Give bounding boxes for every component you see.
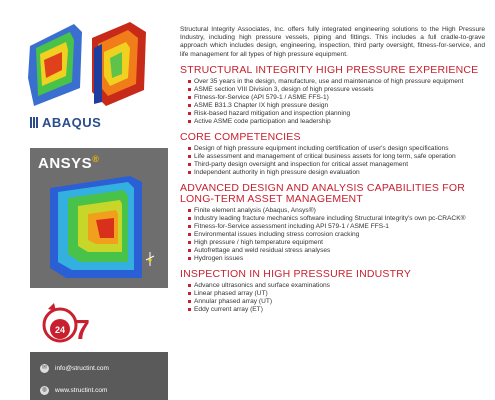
section-experience (180, 65, 485, 126)
bullet-list (180, 145, 485, 177)
abaqus-logo (30, 115, 101, 130)
email-text[interactable]: info@structint.com (55, 365, 109, 372)
intro-paragraph: Structural Integrity Associates, Inc. offers fully integrated engineering solutions to the High Pressure Industry, including high pressure vessels, piping and fittings. This includes a full cradle-to-grave approach which includes design, engineering, inspection, third party oversight, fitness-for-service, and life management for all types of high pressure equipment. (180, 26, 485, 58)
section-core-competencies (180, 132, 485, 177)
list-item: Independent authority in high pressure design evaluation (188, 169, 485, 177)
section-title: ADVANCED DESIGN AND ANALYSIS CAPABILITIES FOR LONG-TERM ASSET MANAGEMENT (180, 181, 465, 205)
bullet-list (180, 282, 485, 314)
section-advanced-design (180, 183, 485, 263)
bullet-list (180, 78, 485, 126)
right-column (180, 0, 485, 400)
list-item: Finite element analysis (Abaqus, Ansys®) (188, 207, 485, 215)
list-item: Environmental issues including stress corrosion cracking (188, 231, 485, 239)
list-item: High pressure / high temperature equipment (188, 239, 485, 247)
badge-seven: 7 (74, 314, 90, 345)
section-inspection (180, 269, 485, 314)
abaqus-mark-icon (30, 117, 39, 128)
globe-icon: ◍ (41, 387, 48, 393)
left-column (0, 0, 170, 400)
list-item: Linear phased array (UT) (188, 290, 485, 298)
contact-panel (30, 352, 168, 400)
envelope-icon: ✉ (41, 365, 48, 371)
list-item: Advance ultrasonics and surface examinations (188, 282, 485, 290)
badge-number: 24 (54, 325, 66, 335)
fea-vessel-image (22, 18, 152, 108)
list-item: Fitness-for-Service assessment including API 579-1 / ASME FFS-1 (188, 223, 485, 231)
ansys-fea-image (30, 148, 168, 288)
list-item: ASME section VIII Division 3, design of high pressure vessels (188, 86, 485, 94)
list-item: ASME B31.3 Chapter IX high pressure design (188, 102, 485, 110)
abaqus-logo-text: ABAQUS (42, 115, 102, 130)
list-item: Active ASME code participation and leadership (188, 118, 485, 126)
list-item: Industry leading fracture mechanics software including Structural Integrity's own pc-CRACK® (188, 215, 485, 223)
ansys-logo-mark: ® (92, 154, 100, 164)
list-item: Eddy current array (ET) (188, 306, 485, 314)
list-item: Design of high pressure equipment including certification of user's design specifications (188, 145, 485, 153)
section-title: STRUCTURAL INTEGRITY HIGH PRESSURE EXPERIENCE (180, 63, 479, 76)
list-item: Life assessment and management of critical business assets for long term, safe operation (188, 153, 485, 161)
email-row[interactable] (40, 364, 109, 373)
section-title: CORE COMPETENCIES (180, 130, 301, 143)
ansys-logo (38, 154, 99, 172)
list-item: Hydrogen issues (188, 255, 485, 263)
list-item: Risk-based hazard mitigation and inspection planning (188, 110, 485, 118)
list-item: Autofrettage and weld residual stress analyses (188, 247, 485, 255)
ansys-logo-text: ANSYS (38, 155, 93, 172)
list-item: Annular phased array (UT) (188, 298, 485, 306)
website-row[interactable] (40, 386, 107, 395)
24-7-badge-icon (40, 297, 95, 349)
section-title: INSPECTION IN HIGH PRESSURE INDUSTRY (180, 267, 412, 280)
list-item: Fitness-for-Service (API 579-1 / ASME FFS-1) (188, 94, 485, 102)
bullet-list (180, 207, 485, 263)
list-item: Over 35 years in the design, manufacture, use and maintenance of high pressure equipment (188, 78, 485, 86)
list-item: Third-party design oversight and inspection for critical asset management (188, 161, 485, 169)
website-text[interactable]: www.structint.com (55, 387, 108, 394)
